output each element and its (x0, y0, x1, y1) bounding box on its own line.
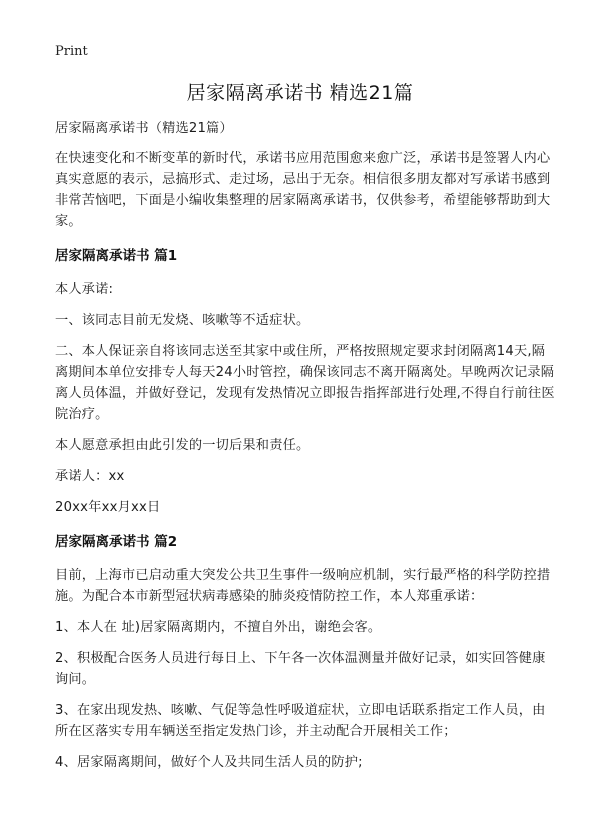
intro-description: 在快速变化和不断变革的新时代，承诺书应用范围愈来愈广泛，承诺书是签署人内心真实意愿的表示，忌搞形式、走过场，忌出于无奈。相信很多朋友都对写承诺书感到非常苦恼吧，下面是小编收集整理的居家隔离承诺书，仅供参考，希望能够帮助到大家。 (55, 151, 551, 229)
page-title: 居家隔离承诺书 精选21篇 (186, 82, 414, 104)
intro-subtitle: 居家隔离承诺书（精选21篇） (55, 121, 233, 136)
section2-item4: 4、居家隔离期间，做好个人及共同生活人员的防护; (55, 755, 363, 770)
section2-item2: 2、积极配合医务人员进行每日上、下午各一次体温测量并做好记录，如实回答健康询问。 (55, 651, 546, 687)
section1-item1: 一、该同志目前无发烧、咳嗽等不适症状。 (55, 313, 310, 328)
section1-closing: 本人愿意承担由此引发的一切后果和责任。 (55, 438, 310, 453)
section1-signer: 承诺人：xx (55, 469, 125, 484)
section1-lead: 本人承诺: (55, 282, 114, 297)
section2-lead: 目前，上海市已启动重大突发公共卫生事件一级响应机制，实行最严格的科学防控措施。为配合本市新型冠状病毒感染的肺炎疫情防控工作，本人郑重承诺： (55, 568, 551, 604)
document-body (55, 118, 555, 783)
section2-heading: 居家隔离承诺书 篇2 (55, 534, 178, 550)
section2-item1: 1、本人在 址)居家隔离期内，不擅自外出，谢绝会客。 (55, 620, 382, 635)
section1-heading: 居家隔离承诺书 篇1 (55, 248, 178, 264)
section1-item2: 二、本人保证亲自将该同志送至其家中或住所，严格按照规定要求封闭隔离14天,隔离期间本单位安排专人每天24小时管控，确保该同志不离开隔离处。早晚两次记录隔离人员体温，并做好登记，发现有发热情况立即报告指挥部进行处理,不得自行前往医院治疗。 (55, 344, 555, 422)
print-label[interactable]: Print (55, 44, 88, 59)
section1-date: 20xx年xx月xx日 (55, 500, 161, 515)
section2-item3: 3、在家出现发热、咳嗽、气促等急性呼吸道症状，立即电话联系指定工作人员，由所在区落实专用车辆送至指定发热门诊，并主动配合开展相关工作； (55, 703, 546, 739)
